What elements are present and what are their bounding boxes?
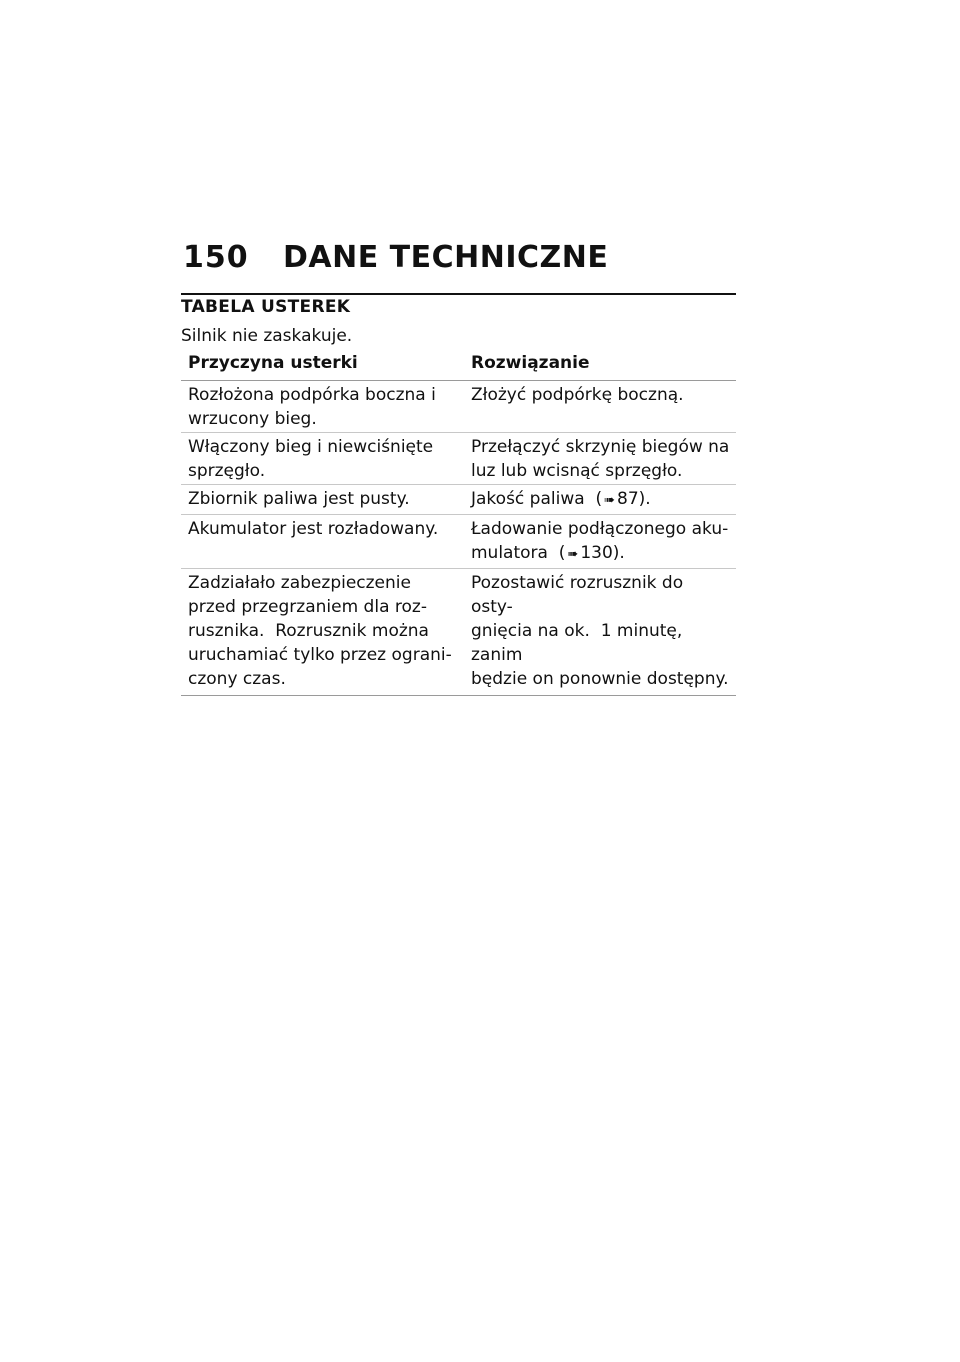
solution-cell: Pozostawić rozrusznik do osty- gnięcia na ok. 1 minutę, zanim będzie on ponownie dostępny. bbox=[462, 569, 736, 696]
solution-cell bbox=[462, 485, 736, 515]
fault-table bbox=[181, 348, 736, 696]
section-intro: Silnik nie zaskakuje. bbox=[181, 326, 353, 346]
solution-text: Jakość paliwa bbox=[471, 489, 585, 509]
table-header-row bbox=[181, 348, 736, 381]
cause-cell: Włączony bieg i niewciśnięte sprzęgło. bbox=[181, 433, 462, 485]
page-reference-number: 130 bbox=[580, 543, 613, 563]
chapter-title: DANE TECHNICZNE bbox=[283, 240, 609, 275]
page-reference-link[interactable]: ( ➠ 130). bbox=[558, 543, 625, 563]
solution-cell: Złożyć podpórkę boczną. bbox=[462, 381, 736, 433]
page-reference-arrow-icon: ➠ bbox=[567, 547, 579, 562]
table-row bbox=[181, 515, 736, 569]
table-row bbox=[181, 569, 736, 696]
solution-cell: Przełączyć skrzynię biegów na luz lub wcisnąć sprzęgło. bbox=[462, 433, 736, 485]
page-reference-number: 87 bbox=[617, 489, 639, 509]
table-row bbox=[181, 485, 736, 515]
cause-cell: Zbiornik paliwa jest pusty. bbox=[181, 485, 462, 515]
header-divider bbox=[181, 293, 736, 295]
page-reference-arrow-icon: ➠ bbox=[604, 493, 616, 508]
column-header-cause: Przyczyna usterki bbox=[181, 348, 462, 381]
column-header-solution: Rozwiązanie bbox=[462, 348, 736, 381]
cause-cell: Rozłożona podpórka boczna i wrzucony bieg. bbox=[181, 381, 462, 433]
page-reference-link[interactable]: ( ➠ 87). bbox=[595, 489, 651, 509]
page-number: 150 bbox=[183, 240, 249, 275]
table-row bbox=[181, 381, 736, 433]
solution-cell: Ładowanie podłączonego aku- mulatora ( ➠ 130). bbox=[462, 515, 736, 569]
section-title: TABELA USTEREK bbox=[181, 297, 351, 317]
cause-cell: Akumulator jest rozładowany. bbox=[181, 515, 462, 569]
cause-cell: Zadziałało zabezpieczenie przed przegrzaniem dla roz- rusznika. Rozrusznik można uruchamiać tylko przez ograni- czony czas. bbox=[181, 569, 462, 696]
table-row bbox=[181, 433, 736, 485]
